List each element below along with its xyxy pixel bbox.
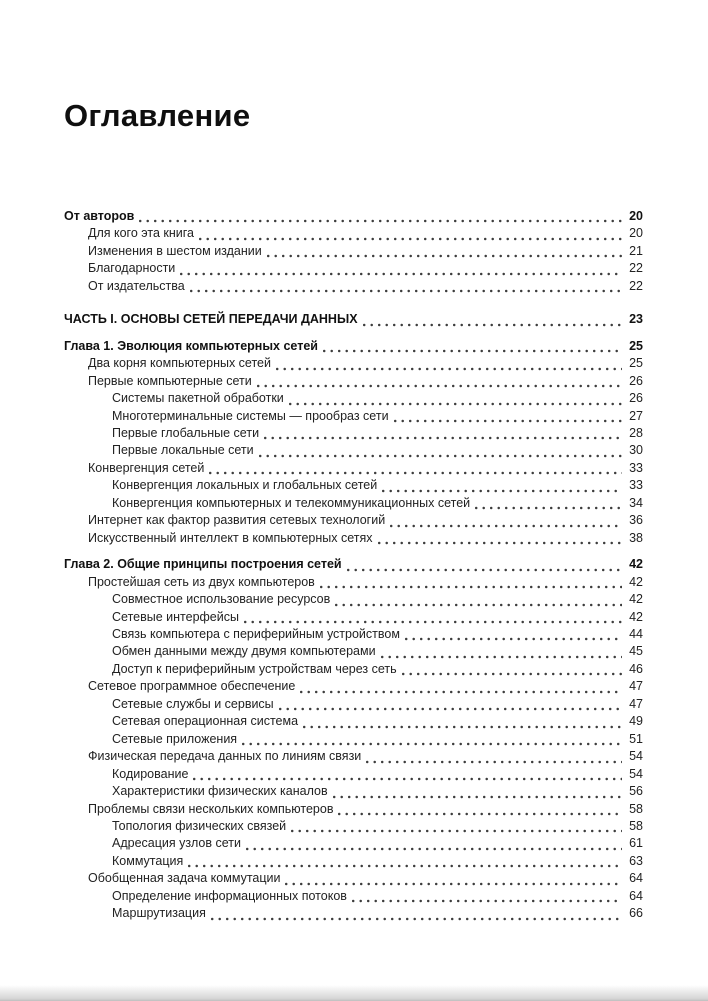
toc-dot-leader	[300, 690, 622, 694]
toc-dot-leader	[264, 436, 622, 440]
toc-entry	[64, 338, 643, 355]
toc-entry-page: 26	[629, 373, 643, 388]
toc-dot-leader	[259, 454, 622, 458]
toc-entry	[64, 311, 643, 328]
toc-dot-leader	[475, 506, 622, 510]
toc-entry	[64, 696, 643, 713]
toc-entry	[64, 766, 643, 783]
toc-dot-leader	[180, 272, 622, 276]
toc-entry-page: 36	[629, 513, 643, 528]
toc-entry-page: 22	[629, 278, 643, 293]
toc-entry-page: 33	[629, 478, 643, 493]
toc-entry-page: 45	[629, 644, 643, 659]
toc-entry-label: Искусственный интеллект в компьютерных сетях	[88, 530, 373, 545]
toc-entry	[64, 748, 643, 765]
toc-dot-leader	[276, 367, 622, 371]
toc-dot-leader	[193, 777, 622, 781]
toc-dot-leader	[211, 917, 622, 921]
toc-entry-page: 49	[629, 714, 643, 729]
toc-entry-label: Совместное использование ресурсов	[112, 592, 331, 607]
toc-dot-leader	[323, 349, 622, 353]
toc-entry-label: Первые глобальные сети	[112, 425, 260, 440]
toc-entry	[64, 609, 643, 626]
toc-entry-page: 42	[629, 609, 643, 624]
toc-entry-label: Конвергенция локальных и глобальных сетей	[112, 478, 378, 493]
page-title: Оглавление	[64, 98, 251, 133]
toc-dot-leader	[347, 568, 622, 572]
toc-dot-leader	[352, 899, 622, 903]
toc-entry	[64, 574, 643, 591]
toc-entry	[64, 905, 643, 922]
toc-entry-label: Сетевое программное обеспечение	[88, 679, 296, 694]
toc-entry-page: 47	[629, 679, 643, 694]
toc-entry	[64, 888, 643, 905]
toc-entry	[64, 355, 643, 372]
toc-dot-leader	[363, 323, 622, 327]
toc-entry-label: Связь компьютера с периферийным устройством	[112, 626, 400, 641]
toc-entry-label: Определение информационных потоков	[112, 888, 347, 903]
toc-entry-page: 58	[629, 801, 643, 816]
toc-dot-leader	[390, 524, 622, 528]
toc-entry-label: Обобщенная задача коммутации	[88, 871, 281, 886]
toc-entry	[64, 442, 643, 459]
toc-dot-leader	[267, 254, 622, 258]
toc-entry	[64, 853, 643, 870]
toc-entry	[64, 591, 643, 608]
toc-entry-label: Сетевые службы и сервисы	[112, 696, 274, 711]
toc-dot-leader	[291, 829, 622, 833]
toc-entry-label: Сетевые интерфейсы	[112, 609, 239, 624]
toc-dot-leader	[289, 402, 622, 406]
toc-entry-page: 54	[629, 766, 643, 781]
toc-entry	[64, 225, 643, 242]
toc-dot-leader	[244, 620, 622, 624]
toc-entry	[64, 460, 643, 477]
toc-dot-leader	[285, 882, 622, 886]
toc-entry-label: Сетевые приложения	[112, 731, 238, 746]
toc-entry-label: Глава 2. Общие принципы построения сетей	[64, 557, 342, 572]
toc-dot-leader	[242, 742, 622, 746]
toc-entry-page: 61	[629, 836, 643, 851]
toc-entry	[64, 260, 643, 277]
toc-entry-page: 51	[629, 731, 643, 746]
toc-entry-label: ЧАСТЬ I. ОСНОВЫ СЕТЕЙ ПЕРЕДАЧИ ДАННЫХ	[64, 312, 358, 327]
toc-entry-label: Глава 1. Эволюция компьютерных сетей	[64, 338, 318, 353]
toc-dot-leader	[199, 237, 622, 241]
toc-entry	[64, 530, 643, 547]
toc-entry	[64, 643, 643, 660]
toc-entry	[64, 477, 643, 494]
toc-entry-label: Сетевая операционная система	[112, 714, 299, 729]
toc-dot-leader	[257, 384, 622, 388]
toc-entry-page: 63	[629, 853, 643, 868]
toc-dot-leader	[188, 864, 622, 868]
toc-entry	[64, 243, 643, 260]
toc-entry-label: Коммутация	[112, 853, 184, 868]
toc-entry-label: Изменения в шестом издании	[88, 243, 262, 258]
toc-entry-page: 28	[629, 425, 643, 440]
toc-entry-label: Кодирование	[112, 766, 189, 781]
toc-entry-page: 42	[629, 574, 643, 589]
toc-entry-label: Проблемы связи нескольких компьютеров	[88, 801, 334, 816]
toc-entry-label: Конвергенция компьютерных и телекоммуникационных сетей	[112, 495, 471, 510]
toc-entry-page: 20	[629, 209, 643, 223]
toc-entry-label: Первые локальные сети	[112, 443, 254, 458]
toc-dot-leader	[338, 812, 622, 816]
toc-entry-label: Первые компьютерные сети	[88, 373, 252, 388]
toc-dot-leader	[378, 541, 622, 545]
toc-entry-page: 34	[629, 495, 643, 510]
toc-entry-page: 22	[629, 261, 643, 276]
toc-entry	[64, 495, 643, 512]
toc-entry-page: 44	[629, 626, 643, 641]
toc-entry	[64, 512, 643, 529]
toc-entry-label: Конвергенция сетей	[88, 460, 205, 475]
toc-entry-label: Два корня компьютерных сетей	[88, 356, 271, 371]
toc-entry-page: 56	[629, 784, 643, 799]
toc-entry	[64, 731, 643, 748]
toc-dot-leader	[303, 725, 622, 729]
toc-entry-page: 42	[629, 592, 643, 607]
toc-entry	[64, 835, 643, 852]
toc-entry-label: Многотерминальные системы — прообраз сети	[112, 408, 389, 423]
toc-entry-page: 54	[629, 749, 643, 764]
toc-entry-page: 26	[629, 391, 643, 406]
toc-entry-page: 25	[629, 356, 643, 371]
toc-entry-label: Обмен данными между двумя компьютерами	[112, 644, 376, 659]
toc-entry-page: 30	[629, 443, 643, 458]
toc-entry-page: 58	[629, 818, 643, 833]
toc-dot-leader	[190, 289, 622, 293]
toc-entry-page: 47	[629, 696, 643, 711]
toc-entry-label: Простейшая сеть из двух компьютеров	[88, 574, 315, 589]
toc-entry-label: Для кого эта книга	[88, 226, 194, 241]
toc-entry-label: Благодарности	[88, 261, 176, 276]
toc-entry-page: 27	[629, 408, 643, 423]
toc-entry	[64, 713, 643, 730]
toc-entry-label: Системы пакетной обработки	[112, 391, 284, 406]
toc-entry-label: Доступ к периферийным устройствам через сеть	[112, 661, 397, 676]
toc-entry	[64, 801, 643, 818]
toc-dot-leader	[382, 489, 622, 493]
toc-list	[64, 208, 643, 923]
toc-entry	[64, 278, 643, 295]
toc-entry-page: 20	[629, 226, 643, 241]
toc-entry-page: 33	[629, 460, 643, 475]
toc-dot-leader	[335, 603, 622, 607]
toc-entry-page: 38	[629, 530, 643, 545]
toc-entry	[64, 390, 643, 407]
toc-dot-leader	[394, 419, 622, 423]
toc-entry	[64, 208, 643, 225]
toc-entry	[64, 408, 643, 425]
toc-dot-leader	[320, 585, 622, 589]
toc-entry-label: От издательства	[88, 278, 185, 293]
toc-entry-label: Интернет как фактор развития сетевых технологий	[88, 513, 386, 528]
toc-entry	[64, 678, 643, 695]
toc-entry-page: 42	[629, 557, 643, 572]
toc-entry	[64, 818, 643, 835]
toc-dot-leader	[139, 219, 622, 223]
toc-dot-leader	[405, 637, 622, 641]
toc-entry	[64, 556, 643, 573]
toc-entry-label: От авторов	[64, 209, 135, 223]
toc-dot-leader	[381, 655, 622, 659]
toc-entry-label: Маршрутизация	[112, 906, 206, 921]
toc-dot-leader	[209, 471, 622, 475]
toc-entry-label: Характеристики физических каналов	[112, 784, 328, 799]
toc-dot-leader	[333, 795, 622, 799]
toc-entry-page: 23	[629, 312, 643, 327]
toc-dot-leader	[279, 707, 622, 711]
toc-entry-page: 21	[629, 243, 643, 258]
toc-entry-page: 25	[629, 338, 643, 353]
toc-dot-leader	[246, 847, 622, 851]
toc-entry	[64, 373, 643, 390]
toc-entry	[64, 425, 643, 442]
toc-entry	[64, 870, 643, 887]
toc-entry	[64, 626, 643, 643]
toc-entry	[64, 661, 643, 678]
toc-entry	[64, 783, 643, 800]
toc-entry-page: 64	[629, 888, 643, 903]
toc-dot-leader	[366, 760, 622, 764]
toc-entry-label: Топология физических связей	[112, 818, 287, 833]
toc-entry-page: 46	[629, 661, 643, 676]
toc-entry-label: Адресация узлов сети	[112, 836, 241, 851]
toc-dot-leader	[402, 672, 622, 676]
toc-entry-page: 64	[629, 871, 643, 886]
toc-entry-page: 66	[629, 906, 643, 921]
toc-entry-label: Физическая передача данных по линиям связи	[88, 749, 362, 764]
